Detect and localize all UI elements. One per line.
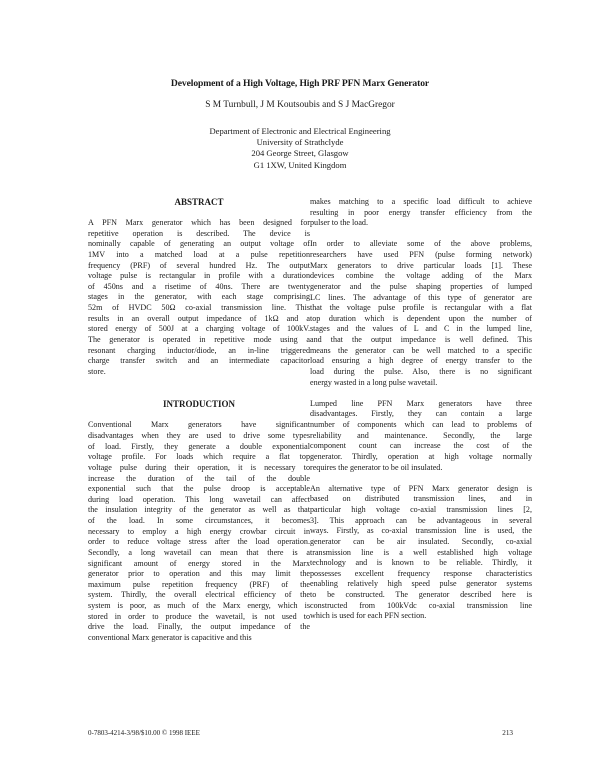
text-line: stages and the values of L and C in the lumped line, bbox=[310, 324, 532, 334]
text-line: stored energy of 500J at a charging voltage of 100kV. bbox=[88, 324, 310, 334]
text-line: enabling relatively high speed pulse generator systems bbox=[310, 579, 532, 589]
text-line: increase the duration of the tail of the double bbox=[88, 473, 310, 483]
affiliation-line: Department of Electronic and Electrical Engineering bbox=[209, 126, 391, 136]
text-line: possesses excellent frequency response characteristics bbox=[310, 568, 532, 578]
text-line: Conventional Marx generators have significant bbox=[88, 420, 310, 430]
text-line: the insulation integrity of the generator as well as that bbox=[88, 505, 310, 515]
text-line: load ensuring a high degree of energy transfer to the bbox=[310, 356, 532, 366]
text-line: charge transfer switch and an intermediate capacitor bbox=[88, 356, 310, 366]
text-line: means the generator can be well matched to a specific bbox=[310, 345, 532, 355]
text-line: 52m of HVDC 50Ω co-axial transmission line. This bbox=[88, 303, 310, 312]
text-line: A PFN Marx generator which has been designed for bbox=[88, 218, 310, 227]
text-line: load during the pulse. Also, there is no significant bbox=[310, 366, 532, 376]
text-line: resonant charging inductor/diode, an in-line triggered bbox=[88, 345, 310, 355]
text-line: significant amount of energy stored in the Marx bbox=[88, 558, 310, 568]
text-line: 3]. This approach can be advantageous in several bbox=[310, 515, 532, 525]
text-line: voltage pulse during their operation, it is necessary to bbox=[88, 462, 310, 472]
paragraph-alternative-design bbox=[310, 484, 532, 622]
text-line: pulser to the load. bbox=[310, 218, 368, 228]
text-line: system. Thirdly, the overall electrical efficiency of the bbox=[88, 590, 310, 600]
text-line: during load operation. This long wavetail can affect bbox=[88, 494, 310, 504]
text-line: component count can increase the cost of the bbox=[310, 441, 532, 451]
text-line: requires the generator to be oil insulated. bbox=[310, 462, 443, 472]
text-line: based on distributed transmission lines, and in bbox=[310, 494, 532, 504]
text-line: constructed from 100kVdc co-axial transmission line bbox=[310, 600, 532, 610]
text-line: generator. Thirdly, operation at high voltage normally bbox=[310, 451, 532, 461]
text-line: LC lines. The advantage of this type of generator are bbox=[310, 292, 532, 302]
text-line: makes matching to a specific load difficult to achieve bbox=[310, 197, 532, 206]
abstract-paragraph bbox=[88, 218, 310, 377]
text-line: Marx generators to drive particular loads [1]. These bbox=[310, 260, 532, 270]
text-line: voltage profile. For loads which require a flat top bbox=[88, 452, 310, 462]
left-column bbox=[88, 197, 310, 644]
text-line: devices combine the voltage adding of the Marx bbox=[310, 271, 532, 281]
text-line: An alternative type of PFN Marx generator design is bbox=[310, 483, 532, 493]
text-line: number of components which can lead to problems of bbox=[310, 420, 532, 430]
text-line: In order to alleviate some of the above problems, bbox=[310, 239, 532, 249]
text-line: drive the load. Finally, the output impedance of the bbox=[88, 622, 310, 632]
affiliation bbox=[0, 126, 600, 171]
text-line: nominally capable of generating an output voltage of bbox=[88, 239, 310, 249]
text-line: 1MV into a matched load at a pulse repetition bbox=[88, 249, 310, 259]
text-line: which is used for each PFN section. bbox=[310, 611, 427, 621]
copyright-footer: 0-7803-4214-3/98/$10.00 © 1998 IEEE bbox=[88, 729, 200, 737]
text-line: disadvantages when they are used to drive some types bbox=[88, 431, 310, 440]
text-line: researchers have used PFN (pulse forming network) bbox=[310, 250, 532, 260]
paragraph-lumped-line-disadvantages bbox=[310, 399, 532, 473]
right-column bbox=[310, 197, 532, 622]
text-line: exponential such that the pulse droop is acceptable bbox=[88, 484, 310, 494]
text-line: technology and is known to be reliable. Thirdly, it bbox=[310, 558, 532, 568]
text-line: energy wasted in a long pulse wavetail. bbox=[310, 377, 438, 387]
text-line: of 450ns and a risetime of 40ns. There are twenty bbox=[88, 281, 310, 291]
text-line: repetitive operation is described. The device is bbox=[88, 228, 310, 238]
text-line: generator prior to operation and this may limit the bbox=[88, 569, 310, 579]
text-line: necessary to employ a high energy crowbar circuit in bbox=[88, 526, 310, 536]
text-line: Lumped line PFN Marx generators have three bbox=[310, 398, 532, 408]
text-line: store. bbox=[88, 366, 106, 376]
introduction-heading: INTRODUCTION bbox=[162, 399, 235, 410]
abstract-heading: ABSTRACT bbox=[174, 197, 224, 207]
text-line: system is poor, as much of the Marx energy, which is bbox=[88, 601, 310, 610]
text-line: of the load. In some circumstances, it becomes bbox=[88, 516, 310, 525]
text-line: ways. Firstly, as co-axial transmission line is used, the bbox=[310, 526, 532, 536]
affiliation-line: 204 George Street, Glasgow bbox=[251, 148, 349, 159]
text-line: top duration which is dependent upon the number of bbox=[310, 313, 532, 323]
affiliation-line: G1 1XW, United Kingdom bbox=[253, 159, 347, 170]
paragraph-continuation bbox=[310, 197, 532, 229]
text-line: order to reduce voltage stress after the load operation. bbox=[88, 537, 310, 547]
text-line: results in an overall output impedance of 1kΩ and a bbox=[88, 313, 310, 323]
affiliation-line: University of Strathclyde bbox=[256, 137, 344, 148]
text-line: particular high voltage co-axial transmission lines [2, bbox=[310, 505, 532, 515]
paper-title: Development of a High Voltage, High PRF PFN Marx Generator bbox=[170, 78, 430, 89]
text-line: frequency (PRF) of several hundred Hz. The output bbox=[88, 260, 310, 270]
text-line: Secondly, a long wavetail can mean that there is a bbox=[88, 547, 310, 557]
text-line: of load. Firstly, they generate a double exponential bbox=[88, 441, 310, 451]
text-line: resulting in poor energy transfer efficiency from the bbox=[310, 207, 532, 217]
text-line: The generator is operated in repetitive mode using a bbox=[88, 334, 310, 344]
paragraph-pfn-marx bbox=[310, 239, 532, 388]
text-line: stages in the generator, with each stage comprising bbox=[88, 292, 310, 302]
text-line: and that the output impedance is well defined. This bbox=[310, 335, 532, 345]
text-line: to be constructed. The generator described here is bbox=[310, 590, 532, 600]
text-line: generator can be air insulated. Secondly, co-axial bbox=[310, 536, 532, 546]
text-line: voltage pulse is rectangular in profile with a duration bbox=[88, 271, 310, 281]
text-line: transmission line is a well established high voltage bbox=[310, 547, 532, 557]
authors: S M Turnbull, J M Koutsoubis and S J MacGregor bbox=[205, 100, 395, 110]
text-line: stored in order to produce the wavetail, is not used to bbox=[88, 611, 310, 621]
page-number: 213 bbox=[502, 729, 513, 737]
text-line: that the voltage pulse profile is rectangular with a flat bbox=[310, 303, 532, 313]
text-line: conventional Marx generator is capacitive and this bbox=[88, 632, 252, 642]
text-line: generator and the pulse shaping properties of lumped bbox=[310, 281, 532, 291]
text-line: maximum pulse repetition frequency (PRF) of the bbox=[88, 579, 310, 589]
introduction-paragraph bbox=[88, 420, 310, 643]
text-line: disadvantages. Firstly, they can contain a large bbox=[310, 409, 532, 419]
text-line: reliability and maintenance. Secondly, the large bbox=[310, 430, 532, 440]
